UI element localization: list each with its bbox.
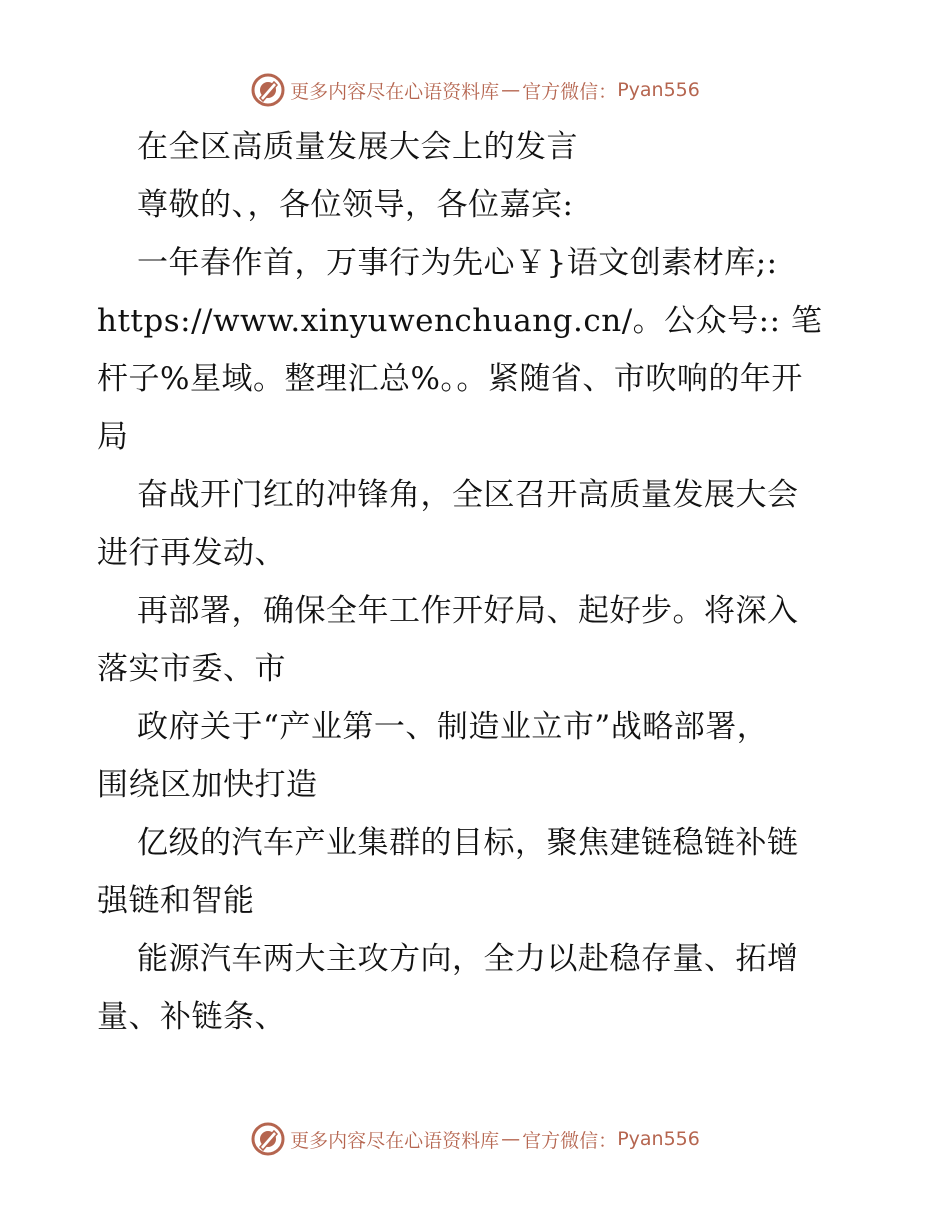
paragraph-line: 围绕区加快打造 <box>97 767 318 803</box>
paragraph-line: 局 <box>97 419 129 455</box>
footer-wechat-label: 官方微信： <box>522 1129 618 1152</box>
header-banner <box>0 68 950 112</box>
salutation: 尊敬的、，各位领导，各位嘉宾: <box>137 187 574 223</box>
paragraph-line: 强链和智能 <box>97 883 255 919</box>
paragraph-line: 亿级的汽车产业集群的目标，聚焦建链稳链补链 <box>137 825 799 861</box>
paragraph-line: 奋战开门红的冲锋角，全区召开高质量发展大会 <box>137 477 799 513</box>
paragraph-line: 落实市委、市 <box>97 651 286 687</box>
header-wechat-label: 官方微信： <box>522 80 618 103</box>
footer-wechat-id: Pyan556 <box>617 1128 700 1150</box>
paragraph-line: 一年春作首，万事行为先心￥}语文创素材库;: <box>137 245 778 281</box>
document-body <box>97 118 867 1046</box>
paragraph-line: 杆子%星域。整理汇总%。。紧随省、市吹响的年开 <box>97 361 803 397</box>
logo-icon <box>250 72 286 108</box>
paragraph-line: 量、补链条、 <box>97 999 286 1035</box>
paragraph-line: 政府关于“产业第一、制造业立市”战略部署， <box>137 709 769 745</box>
header-separator: — <box>501 79 521 101</box>
document-title: 在全区高质量发展大会上的发言 <box>137 129 578 165</box>
header-wechat-id: Pyan556 <box>617 79 700 101</box>
logo-icon <box>250 1121 286 1157</box>
footer-banner-text: 更多内容尽在心语资料库 <box>290 1129 500 1152</box>
paragraph-line: 能源汽车两大主攻方向，全力以赴稳存量、拓增 <box>137 941 799 977</box>
footer-banner <box>0 1117 950 1161</box>
header-banner-text: 更多内容尽在心语资料库 <box>290 80 500 103</box>
paragraph-line: https://www.xinyuwenchuang.cn/。公众号:: 笔 <box>97 303 823 339</box>
paragraph-line: 再部署，确保全年工作开好局、起好步。将深入 <box>137 593 799 629</box>
footer-separator: — <box>501 1128 521 1150</box>
paragraph-line: 进行再发动、 <box>97 535 286 571</box>
